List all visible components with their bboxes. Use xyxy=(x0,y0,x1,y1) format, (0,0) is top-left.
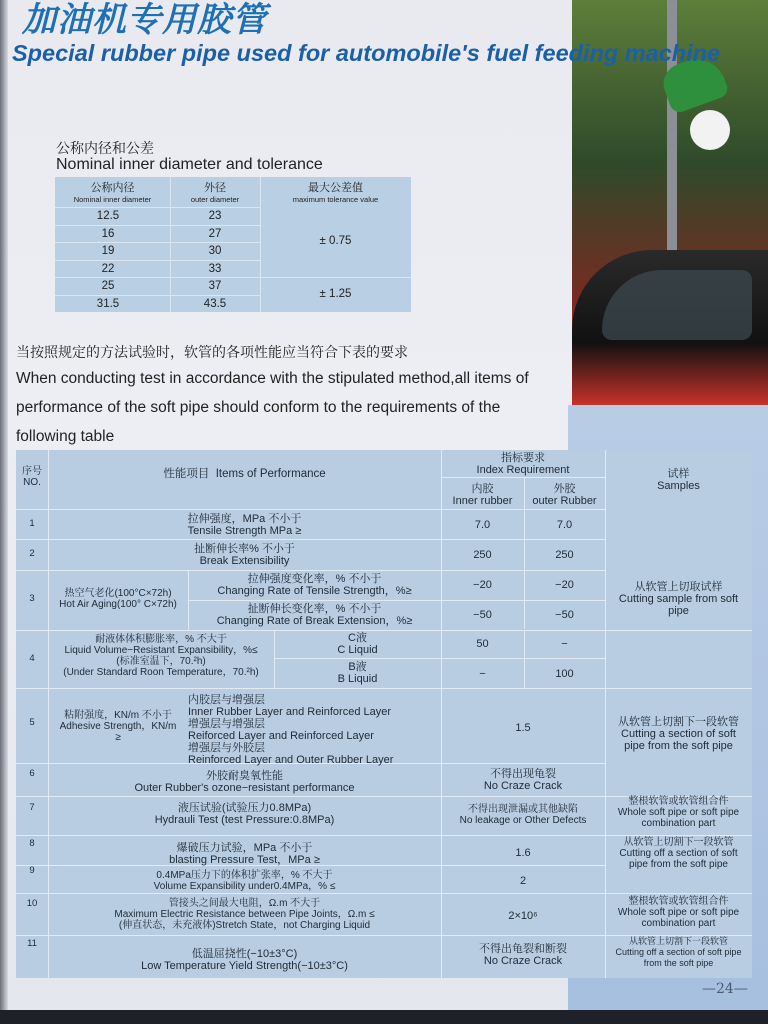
row-number: 7 xyxy=(29,802,35,813)
row-number: 6 xyxy=(29,768,35,779)
value-hydraulic: 不得出现泄漏或其他缺陷 No leakage or Other Defects xyxy=(459,804,587,826)
sample-cutting-section: 从软管上切割下一段软管 Cutting a section of soft pipe from the soft pipe xyxy=(618,716,739,752)
header-items: 性能项目 Items of Performance xyxy=(163,468,326,480)
item-c-liquid: C液 C Liquid xyxy=(337,632,378,656)
value-inner: −50 xyxy=(473,609,492,621)
page-gutter xyxy=(0,0,8,1024)
row-number: 9 xyxy=(29,865,35,876)
sample-cutting: 从软管上切取试样 Cutting sample from soft pipe xyxy=(618,581,739,617)
row-number: 5 xyxy=(29,717,35,728)
performance-table xyxy=(16,450,752,978)
tolerance-value-1: ± 0.75 xyxy=(319,235,352,247)
value-outer: −20 xyxy=(555,579,574,591)
tolerance-col-outer: 外径 outer diameter xyxy=(190,182,240,204)
value-ozone: 不得出现龟裂 No Craze Crack xyxy=(483,768,563,792)
table-row: 25 37 xyxy=(55,277,260,295)
sample-whole-pipe: 整根软管或软管组合件 Whole soft pipe or soft pipe combination part xyxy=(617,796,740,829)
item-liquid-expansibility: 耐液体体积膨胀率，% 不大于 Liquid Volume−Resistant Expansibility，%≤ (标准室温下，70.²h) (Under Standard Roon Temperature，70.²h) xyxy=(63,634,259,678)
sample-cutting-off: 从软管上切割下一段软管 Cutting off a section of soft pipe from the soft pipe xyxy=(619,837,738,870)
item-break-change: 扯断伸长变化率，% 不小于 Changing Rate of Break Extension，%≥ xyxy=(216,603,413,627)
row-number: 8 xyxy=(29,838,35,849)
table-row: 12.5 23 xyxy=(55,207,260,225)
sample-whole-pipe-2: 整根软管或软管组合件 Whole soft pipe or soft pipe combination part xyxy=(617,896,740,929)
tolerance-heading-cn: 公称内径和公差 xyxy=(56,141,154,157)
title-english: Special rubber pipe used for automobile's fuel feeding machine xyxy=(12,40,721,66)
value-inner: −20 xyxy=(473,579,492,591)
item-break-extensibility: 扯断伸长率% 不小于 Break Extensibility xyxy=(194,543,295,567)
row-number: 1 xyxy=(29,518,35,529)
value-adhesive: 1.5 xyxy=(515,722,531,734)
sample-cutting-off-2: 从软管上切割下一段软管 Cutting off a section of soft pipe from the soft pipe xyxy=(615,936,742,968)
item-tensile-strength: 拉伸强度，MPa 不小于 Tensile Strength MPa ≥ xyxy=(187,513,302,537)
value-inner: 7.0 xyxy=(474,519,491,531)
row-number: 2 xyxy=(29,548,35,559)
intro-cn: 当按照规定的方法试验时，软管的各项性能应当符合下表的要求 xyxy=(16,345,408,361)
item-b-liquid: B液 B Liquid xyxy=(337,661,378,685)
value-outer: 100 xyxy=(555,668,574,680)
value-outer: 7.0 xyxy=(556,519,573,531)
item-adhesive-layers: 内胶层与增强层 Inner Rubber Layer and Reinforced Layer 增强层与增强层 Reiforced Layer and Reinforced Layer 增强层与外胶层 Reinforced Layer and Outer Rubber Layer xyxy=(188,694,394,766)
value-outer: 250 xyxy=(555,549,574,561)
tolerance-heading-en: Nominal inner diameter and tolerance xyxy=(56,156,323,173)
header-outer-rubber: 外胶 outer Rubber xyxy=(532,483,597,507)
item-adhesive-strength: 粘附强度，KN/m 不小于 Adhesive Strength，KN/m ≥ xyxy=(59,710,177,743)
table-row: 19 30 xyxy=(55,242,260,260)
value-blasting: 1.6 xyxy=(515,847,531,859)
value-outer: −50 xyxy=(555,609,574,621)
title-chinese: 加油机专用胶管 xyxy=(22,0,267,40)
table-row: 22 33 xyxy=(55,260,260,278)
intro-en: When conducting test in accordance with the stipulated method,all items of performance of the soft pipe should conform to the requirements of the following table xyxy=(16,370,529,445)
header-no: 序号 NO. xyxy=(22,466,42,488)
header-inner-rubber: 内胶 Inner rubber xyxy=(452,483,513,507)
row-number: 11 xyxy=(27,938,37,949)
tolerance-col-tolerance: 最大公差值 maximum tolerance value xyxy=(292,182,379,204)
table-row: 16 27 xyxy=(55,225,260,243)
value-outer: − xyxy=(561,638,568,650)
item-volume-expansibility: 0.4MPa压力下的体积扩张率，% 不大于 Volume Expansibility under0.4MPa，% ≤ xyxy=(153,870,336,892)
bottom-edge xyxy=(0,1010,768,1024)
value-inner: 50 xyxy=(476,638,489,650)
page-number: —24— xyxy=(702,981,748,997)
item-low-temperature: 低温屈挠性(−10±3°C) Low Temperature Yield Strength(−10±3°C) xyxy=(141,948,348,972)
table-row: 31.5 43.5 xyxy=(55,295,260,313)
item-blasting-pressure: 爆破压力试验，MPa 不小于 blasting Pressure Test，MPa ≥ xyxy=(169,842,320,866)
tolerance-col-inner: 公称内径 Nominal inner diameter xyxy=(73,182,152,204)
value-low-temperature: 不得出龟裂和断裂 No Craze Crack xyxy=(479,943,567,967)
value-inner: 250 xyxy=(473,549,492,561)
item-electric-resistance: 管接头之间最大电阻，Ω.m 不大于 Maximum Electric Resistance between Pipe Joints，Ω.m ≤ (伸直状态，未充液体)Stretch State，not Charging Liquid xyxy=(114,898,375,931)
header-samples: 试样 Samples xyxy=(657,468,700,492)
value-volume: 2 xyxy=(519,875,527,887)
item-ozone-resistant: 外胶耐臭氧性能 Outer Rubber's ozone−resistant performance xyxy=(134,770,355,794)
item-tensile-change: 拉伸强度变化率，% 不小于 Changing Rate of Tensile Strength，%≥ xyxy=(217,573,412,597)
row-number: 3 xyxy=(29,593,35,604)
value-resistance: 2×10⁶ xyxy=(508,910,538,922)
item-hydraulic-test: 液压试验(试验压力0.8MPa) Hydrauli Test (test Pressure:0.8MPa) xyxy=(154,802,335,826)
header-index-requirement: 指标要求 Index Requirement xyxy=(476,452,570,476)
row-number: 10 xyxy=(26,898,38,909)
item-hot-air-aging: 热空气老化(100°C×72h) Hot Air Aging(100° C×72h) xyxy=(59,588,177,610)
value-inner: − xyxy=(479,668,486,680)
row-number: 4 xyxy=(29,653,35,664)
tolerance-table xyxy=(55,177,411,312)
tolerance-value-2: ± 1.25 xyxy=(319,288,352,300)
